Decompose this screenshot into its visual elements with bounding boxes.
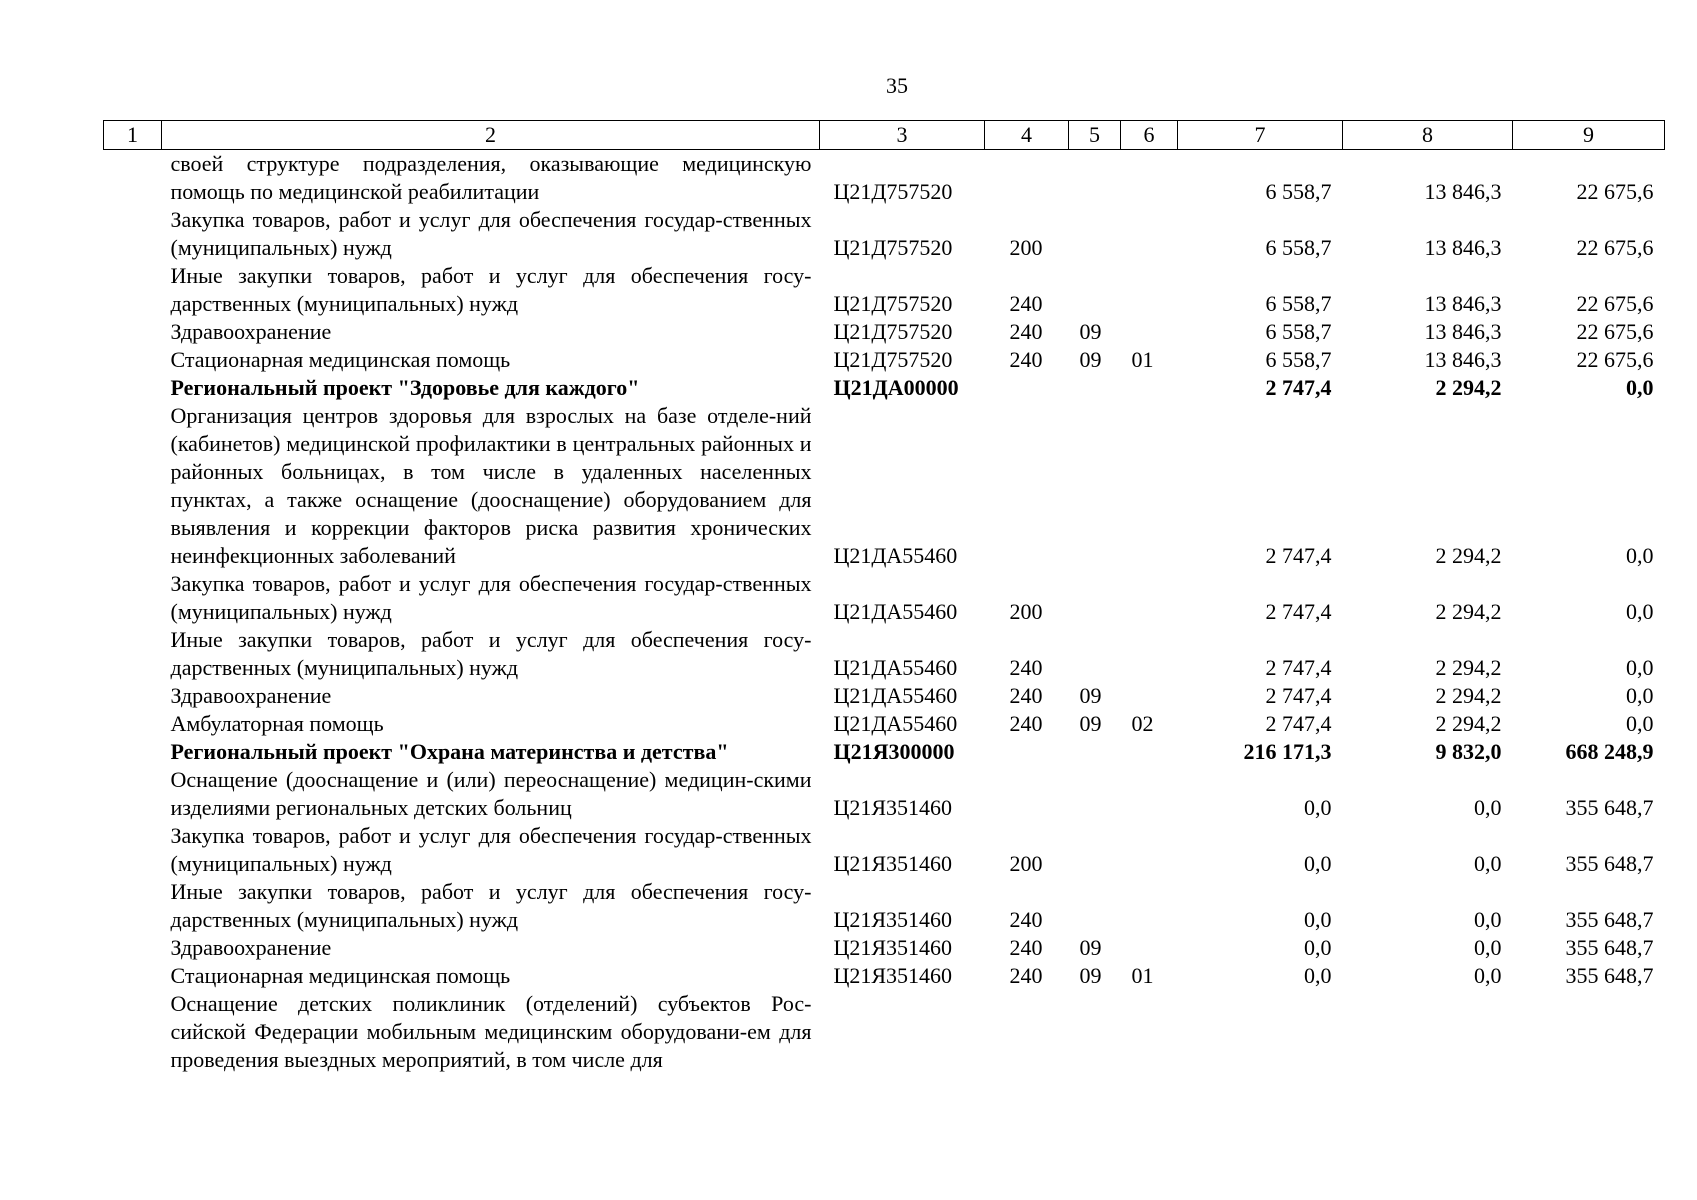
amount-col-8: 0,0 — [1474, 907, 1502, 932]
subsection-code — [1121, 878, 1178, 934]
row-number-cell — [104, 626, 162, 682]
amount-col-9: 0,0 — [1626, 599, 1654, 624]
row-name: Закупка товаров, работ и услуг для обеспечения государ-ственных (муниципальных) нужд — [170, 823, 812, 876]
subsection-code — [1121, 990, 1178, 1074]
table-row — [104, 962, 1665, 990]
section-code: 09 — [1079, 963, 1102, 988]
target-article-code: Ц21Д757520 — [833, 235, 953, 260]
table-row — [104, 878, 1665, 934]
expense-type-code: 240 — [1009, 655, 1043, 680]
row-name: Закупка товаров, работ и услуг для обеспечения государ-ственных (муниципальных) нужд — [170, 571, 812, 624]
amount-col-8: 0,0 — [1474, 851, 1502, 876]
amount-col-7: 0,0 — [1304, 851, 1332, 876]
subsection-code: 01 — [1131, 963, 1154, 988]
table-row — [104, 318, 1665, 346]
column-header-2: 2 — [162, 121, 820, 150]
amount-col-7: 2 747,4 — [1265, 599, 1332, 624]
expense-type-code: 240 — [1009, 291, 1043, 316]
subsection-code — [1121, 766, 1178, 822]
subsection-code — [1121, 318, 1178, 346]
section-code: 09 — [1079, 935, 1102, 960]
expense-type-code — [985, 402, 1069, 570]
row-name: Закупка товаров, работ и услуг для обеспечения государ-ственных (муниципальных) нужд — [170, 207, 812, 260]
amount-col-7: 0,0 — [1304, 795, 1332, 820]
table-body — [104, 150, 1665, 1075]
section-code — [1069, 262, 1121, 318]
subsection-code — [1121, 262, 1178, 318]
amount-col-8: 2 294,2 — [1435, 375, 1502, 400]
section-code — [1069, 402, 1121, 570]
section-code — [1069, 766, 1121, 822]
row-number-cell — [104, 738, 162, 766]
amount-col-8: 13 846,3 — [1424, 347, 1502, 372]
table-row — [104, 150, 1665, 207]
row-name: Здравоохранение — [170, 683, 332, 708]
expense-type-code: 240 — [1009, 319, 1043, 344]
amount-col-7: 2 747,4 — [1265, 711, 1332, 736]
table-row — [104, 626, 1665, 682]
row-name: своей структуре подразделения, оказывающие медицинскую помощь по медицинской реабилитации — [170, 151, 812, 204]
amount-col-7: 6 558,7 — [1265, 319, 1332, 344]
budget-table — [103, 120, 1665, 1074]
row-number-cell — [104, 934, 162, 962]
amount-col-7: 216 171,3 — [1243, 739, 1332, 764]
amount-col-9: 0,0 — [1626, 543, 1654, 568]
column-header-5: 5 — [1069, 121, 1121, 150]
subsection-code — [1121, 402, 1178, 570]
section-code: 09 — [1079, 347, 1102, 372]
amount-col-9: 0,0 — [1626, 375, 1654, 400]
target-article-code: Ц21Я351460 — [833, 851, 953, 876]
target-article-code: Ц21ДА55460 — [833, 655, 958, 680]
amount-col-8: 2 294,2 — [1435, 543, 1502, 568]
amount-col-7: 2 747,4 — [1265, 375, 1332, 400]
section-code — [1069, 990, 1121, 1074]
section-code — [1069, 150, 1121, 207]
column-header-9: 9 — [1513, 121, 1665, 150]
row-number-cell — [104, 402, 162, 570]
row-name: Оснащение детских поликлиник (отделений) субъектов Рос-сийской Федерации мобильным медицинским оборудовани-ем для проведения выездных мероприятий, в том числе для — [170, 991, 812, 1072]
subsection-code — [1121, 682, 1178, 710]
table-row — [104, 766, 1665, 822]
amount-col-8: 0,0 — [1474, 935, 1502, 960]
row-number-cell — [104, 318, 162, 346]
expense-type-code: 240 — [1009, 963, 1043, 988]
column-number-header-row — [104, 121, 1665, 150]
expense-type-code — [985, 738, 1069, 766]
row-name: Стационарная медицинская помощь — [170, 347, 511, 372]
column-header-3: 3 — [820, 121, 985, 150]
target-article-code: Ц21Я351460 — [833, 795, 953, 820]
section-code: 09 — [1079, 711, 1102, 736]
amount-col-8 — [1343, 990, 1513, 1074]
target-article-code: Ц21ДА55460 — [833, 683, 958, 708]
page-number: 35 — [886, 73, 908, 98]
amount-col-9 — [1513, 990, 1665, 1074]
table-row — [104, 710, 1665, 738]
table-row — [104, 738, 1665, 766]
amount-col-9: 0,0 — [1626, 655, 1654, 680]
amount-col-9: 22 675,6 — [1576, 319, 1654, 344]
amount-col-7: 6 558,7 — [1265, 291, 1332, 316]
target-article-code: Ц21ДА55460 — [833, 543, 958, 568]
expense-type-code — [985, 990, 1069, 1074]
target-article-code: Ц21Д757520 — [833, 179, 953, 204]
subsection-code — [1121, 822, 1178, 878]
amount-col-7: 6 558,7 — [1265, 179, 1332, 204]
subsection-code — [1121, 934, 1178, 962]
subsection-code — [1121, 206, 1178, 262]
amount-col-9: 355 648,7 — [1565, 935, 1654, 960]
subsection-code — [1121, 374, 1178, 402]
section-code — [1069, 822, 1121, 878]
amount-col-7: 6 558,7 — [1265, 235, 1332, 260]
expense-type-code — [985, 374, 1069, 402]
section-code — [1069, 570, 1121, 626]
amount-col-8: 2 294,2 — [1435, 655, 1502, 680]
section-code: 09 — [1079, 683, 1102, 708]
column-header-8: 8 — [1343, 121, 1513, 150]
row-name: Амбулаторная помощь — [170, 711, 384, 736]
table-row — [104, 934, 1665, 962]
expense-type-code: 240 — [1009, 347, 1043, 372]
expense-type-code: 200 — [1009, 235, 1043, 260]
amount-col-9: 355 648,7 — [1565, 851, 1654, 876]
target-article-code: Ц21ДА55460 — [833, 599, 958, 624]
amount-col-8: 13 846,3 — [1424, 319, 1502, 344]
row-number-cell — [104, 682, 162, 710]
row-name: Здравоохранение — [170, 319, 332, 344]
table-row — [104, 990, 1665, 1074]
amount-col-8: 2 294,2 — [1435, 683, 1502, 708]
row-name: Оснащение (дооснащение и (или) переоснащение) медицин-скими изделиями региональных детских больниц — [170, 767, 812, 820]
row-number-cell — [104, 374, 162, 402]
row-number-cell — [104, 962, 162, 990]
row-name: Иные закупки товаров, работ и услуг для обеспечения госу-дарственных (муниципальных) нужд — [170, 879, 812, 932]
expense-type-code: 240 — [1009, 683, 1043, 708]
amount-col-8: 2 294,2 — [1435, 711, 1502, 736]
table-row — [104, 206, 1665, 262]
amount-col-9: 22 675,6 — [1576, 235, 1654, 260]
subsection-code — [1121, 738, 1178, 766]
target-article-code: Ц21Я351460 — [833, 935, 953, 960]
target-article-code: Ц21Д757520 — [833, 291, 953, 316]
column-header-1: 1 — [104, 121, 162, 150]
amount-col-9: 22 675,6 — [1576, 347, 1654, 372]
target-article-code: Ц21Д757520 — [833, 347, 953, 372]
amount-col-9: 0,0 — [1626, 711, 1654, 736]
expense-type-code: 240 — [1009, 907, 1043, 932]
amount-col-7: 0,0 — [1304, 963, 1332, 988]
expense-type-code: 240 — [1009, 935, 1043, 960]
table-row — [104, 346, 1665, 374]
subsection-code: 02 — [1131, 711, 1154, 736]
amount-col-9: 668 248,9 — [1565, 739, 1654, 764]
row-number-cell — [104, 346, 162, 374]
amount-col-8: 13 846,3 — [1424, 235, 1502, 260]
section-code — [1069, 626, 1121, 682]
amount-col-7: 2 747,4 — [1265, 543, 1332, 568]
expense-type-code: 200 — [1009, 599, 1043, 624]
table-row — [104, 262, 1665, 318]
table-row — [104, 374, 1665, 402]
row-name: Иные закупки товаров, работ и услуг для обеспечения госу-дарственных (муниципальных) нужд — [170, 627, 812, 680]
amount-col-9: 0,0 — [1626, 683, 1654, 708]
section-code — [1069, 374, 1121, 402]
amount-col-9: 355 648,7 — [1565, 907, 1654, 932]
subsection-code: 01 — [1131, 347, 1154, 372]
section-code — [1069, 738, 1121, 766]
amount-col-7 — [1178, 990, 1343, 1074]
amount-col-8: 2 294,2 — [1435, 599, 1502, 624]
amount-col-8: 9 832,0 — [1435, 739, 1502, 764]
row-name: Организация центров здоровья для взрослых на базе отделе-ний (кабинетов) медицинской профилактики в центральных районных и районных больницах, в том числе в удаленных населенных пунктах, а также оснащение (дооснащение) оборудованием для выявления и коррекции факторов риска развития хронических неинфекционных заболеваний — [170, 403, 812, 568]
amount-col-8: 13 846,3 — [1424, 291, 1502, 316]
target-article-code: Ц21Д757520 — [833, 319, 953, 344]
target-article-code: Ц21Я351460 — [833, 907, 953, 932]
amount-col-7: 2 747,4 — [1265, 655, 1332, 680]
table-row — [104, 570, 1665, 626]
row-name: Стационарная медицинская помощь — [170, 963, 511, 988]
target-article-code — [820, 990, 985, 1074]
expense-type-code — [985, 766, 1069, 822]
amount-col-9: 355 648,7 — [1565, 795, 1654, 820]
row-number-cell — [104, 822, 162, 878]
target-article-code: Ц21Я300000 — [833, 739, 955, 764]
subsection-code — [1121, 570, 1178, 626]
row-number-cell — [104, 766, 162, 822]
amount-col-7: 0,0 — [1304, 935, 1332, 960]
amount-col-8: 0,0 — [1474, 963, 1502, 988]
section-code: 09 — [1079, 319, 1102, 344]
expense-type-code — [985, 150, 1069, 207]
row-name: Иные закупки товаров, работ и услуг для обеспечения госу-дарственных (муниципальных) нужд — [170, 263, 812, 316]
row-number-cell — [104, 262, 162, 318]
amount-col-8: 13 846,3 — [1424, 179, 1502, 204]
column-header-4: 4 — [985, 121, 1069, 150]
expense-type-code: 240 — [1009, 711, 1043, 736]
amount-col-8: 0,0 — [1474, 795, 1502, 820]
row-name: Региональный проект "Охрана материнства и детства" — [170, 739, 729, 764]
section-code — [1069, 878, 1121, 934]
table-row — [104, 682, 1665, 710]
target-article-code: Ц21Я351460 — [833, 963, 953, 988]
row-number-cell — [104, 878, 162, 934]
subsection-code — [1121, 626, 1178, 682]
row-number-cell — [104, 990, 162, 1074]
amount-col-9: 355 648,7 — [1565, 963, 1654, 988]
row-number-cell — [104, 206, 162, 262]
column-header-6: 6 — [1121, 121, 1178, 150]
column-header-7: 7 — [1178, 121, 1343, 150]
row-name: Региональный проект "Здоровье для каждого" — [170, 375, 640, 400]
row-number-cell — [104, 710, 162, 738]
subsection-code — [1121, 150, 1178, 207]
amount-col-7: 2 747,4 — [1265, 683, 1332, 708]
row-name: Здравоохранение — [170, 935, 332, 960]
amount-col-7: 0,0 — [1304, 907, 1332, 932]
amount-col-9: 22 675,6 — [1576, 291, 1654, 316]
row-number-cell — [104, 150, 162, 207]
row-number-cell — [104, 570, 162, 626]
amount-col-7: 6 558,7 — [1265, 347, 1332, 372]
section-code — [1069, 206, 1121, 262]
table-row — [104, 822, 1665, 878]
target-article-code: Ц21ДА00000 — [833, 375, 959, 400]
table-row — [104, 402, 1665, 570]
amount-col-9: 22 675,6 — [1576, 179, 1654, 204]
expense-type-code: 200 — [1009, 851, 1043, 876]
target-article-code: Ц21ДА55460 — [833, 711, 958, 736]
